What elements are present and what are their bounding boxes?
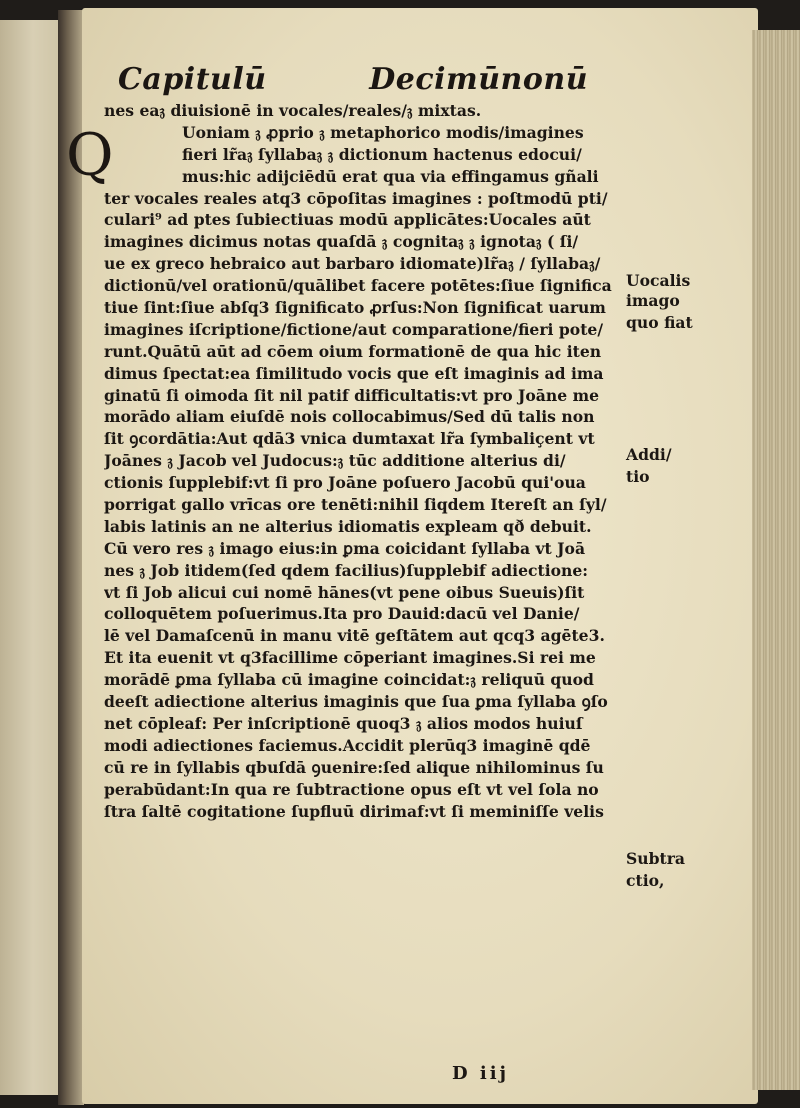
- text-line: Et ita euenit vt q3facillime cōperiant imagines.Si rei me: [104, 648, 596, 668]
- text-line: ſit ꝯcordātia:Aut qdā3 vnica dumtaxat lr̃a ſymbaliçent vt: [104, 429, 595, 449]
- page-edges: [752, 30, 800, 1090]
- facing-page-fragment: [0, 20, 60, 1095]
- margin-note: Subtra: [626, 849, 686, 868]
- text-line: Cū vero res 𝔷 imago eius:in ꝑma coicidant ſyllaba vt Joā: [104, 538, 586, 558]
- text-line: vt ſi Job alicui cui nomē hānes(vt pene oibus Sueuis)ſit: [104, 582, 585, 602]
- text-line: Uoniam 𝔷 ꝓprio 𝔷 metaphorico modis/imagines: [182, 122, 584, 142]
- text-line: morādē ꝑma ſyllaba cū imagine coincidat:𝔷 reliquū quod: [104, 670, 594, 690]
- text-line: net cōpleaf: Per inſcriptionē quoq3 𝔷 alios modos huiuſ: [104, 713, 583, 733]
- margin-note: quo fiat: [626, 313, 693, 332]
- text-line: ue ex greco hebraico aut barbaro idiomate)lr̃a𝔷 / ſyllaba𝔷/: [104, 254, 601, 274]
- margin-note: Addi/: [626, 445, 672, 464]
- text-line: imagines iſcriptione/fictione/aut comparatione/fieri pote/: [104, 319, 604, 339]
- text-line: perabūdant:In qua re ſubtractione opus eſt vt vel ſola no: [104, 779, 599, 799]
- text-line: runt.Quātū aūt ad cōem oium formationē de qua hic iten: [104, 341, 602, 361]
- margin-note: tio: [626, 467, 650, 486]
- margin-note: imago: [626, 291, 680, 310]
- text-line: nes ea𝔷 diuisionē in vocales/reales/𝔷 mixtas.: [104, 101, 482, 120]
- text-line: morādo aliam eiuſdē nois collocabimus/Sed dū talis non: [104, 407, 595, 427]
- text-line: dictionū/vel orationū/quālibet facere potētes:ſiue ſignifica: [104, 276, 612, 296]
- text-line: porrigat gallo vrīcas ore tenēti:nihil ſiqdem Itereſt an ſyl/: [104, 495, 607, 515]
- text-line: labis latinis an ne alterius idiomatis expleam qð debuit.: [104, 516, 592, 536]
- text-line: culari⁹ ad ptes ſubiectiuas modū applicātes:Uocales aūt: [104, 210, 591, 230]
- text-line: Joānes 𝔷 Jacob vel Judocus:𝔷 tūc additione alterius di/: [104, 451, 566, 471]
- text-line: dimus ſpectat:ea ſimilitudo vocis que eſt imaginis ad ima: [104, 363, 604, 383]
- heading-right: Decimūnonū: [369, 62, 588, 97]
- margin-note: ctio,: [626, 871, 665, 890]
- text-line: modi adiectiones faciemus.Accidit plerūq3 imaginē qdē: [104, 735, 591, 755]
- text-line: cū re in ſyllabis qbuſdā ꝯuenire:ſed alique nihilominus ſu: [104, 757, 604, 777]
- text-line: nes 𝔷 Job itidem(ſed qdem facilius)ſupplebif adiectione:: [104, 560, 589, 580]
- drop-cap: Q: [66, 121, 114, 189]
- text-line: tiue ſint:ſiue abſq3 ſignificato ꝓrſus:Non ſignificat uarum: [104, 298, 606, 318]
- text-line: imagines dicimus notas quaſdā 𝔷 cognita𝔷 𝔷 ignota𝔷 ( ſi/: [104, 232, 579, 252]
- text-line: colloquētem poſuerimus.Ita pro Dauid:dacū vel Danie/: [104, 604, 580, 624]
- text-line: mus:hic adijciēdū erat qua via effingamus gñali: [182, 166, 599, 186]
- signature-mark: D iij: [452, 1063, 510, 1084]
- margin-note: Uocalis: [626, 271, 691, 290]
- text-line: ter vocales reales atq3 cōpoſitas imagines : poſtmodū pti/: [104, 188, 608, 208]
- text-line: ginatū ſi oimoda ſit nil patif difficultatis:vt pro Joāne me: [104, 385, 600, 405]
- text-line: ſtra ſaltē cogitatione ſupfluū dirimaf:vt ſi meminiſſe velis: [104, 801, 604, 821]
- heading-left: Capitulū: [118, 62, 267, 97]
- text-line: ctionis ſupplebif:vt ſi pro Joāne poſuero Jacobū qui'oua: [104, 473, 586, 493]
- text-line: deeſt adiectione alterius imaginis que ſua ꝑma ſyllaba ꝯſo: [104, 692, 608, 712]
- chapter-heading: [118, 62, 588, 97]
- text-line: fieri lr̃a𝔷 ſyllaba𝔷 𝔷 dictionum hactenus edocui/: [182, 144, 582, 164]
- text-line: lē vel Damaſcenū in manu vitē geſtātem aut qcq3 agēte3.: [104, 626, 605, 646]
- body-text: [104, 100, 620, 822]
